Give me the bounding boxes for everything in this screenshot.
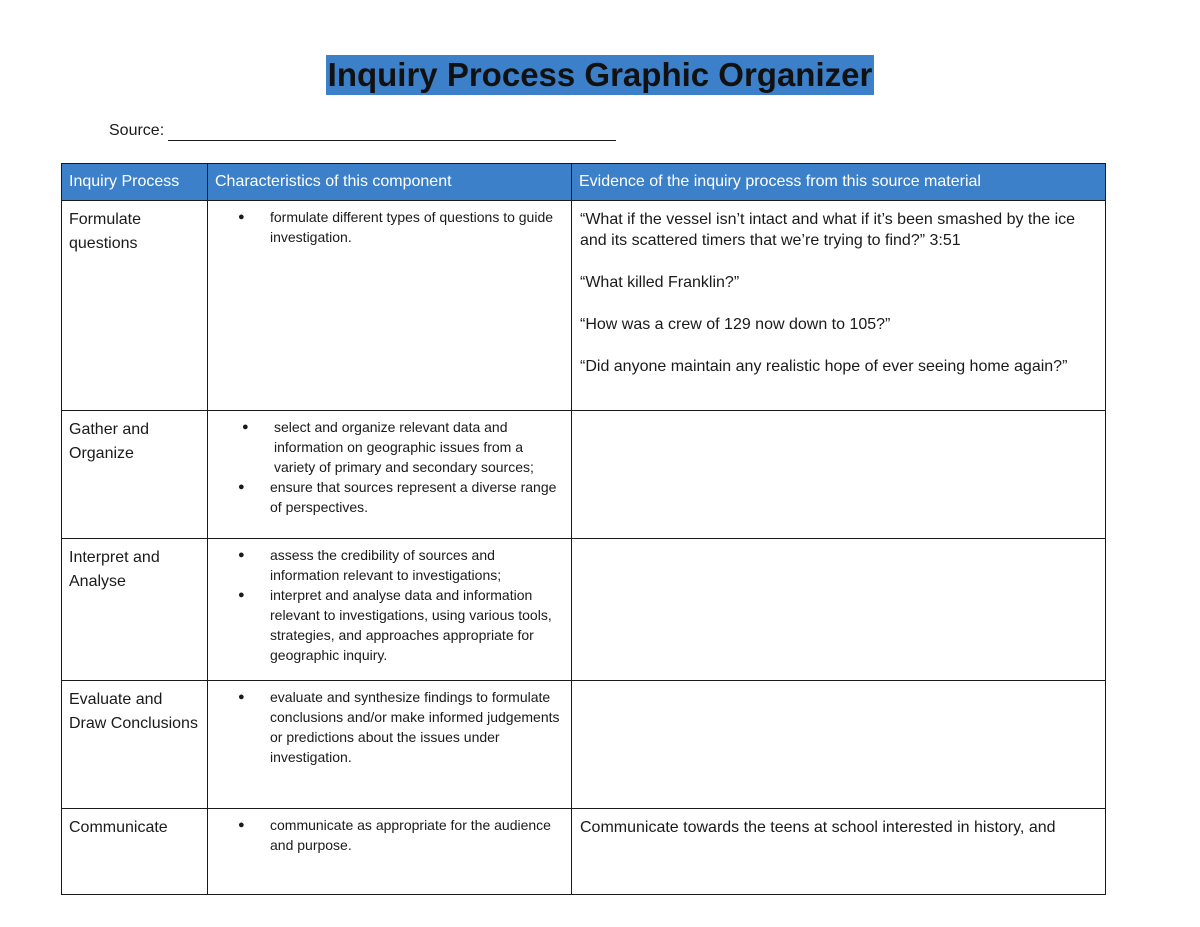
characteristic-text: interpret and analyse data and information relevant to investigations, using various tools, strategies, and approaches appropriate for geographic inquiry. bbox=[270, 587, 552, 663]
list-item bbox=[238, 207, 563, 247]
characteristic-text: select and organize relevant data and information on geographic issues from a variety of primary and secondary sources; bbox=[274, 419, 534, 475]
page-title: Inquiry Process Graphic Organizer bbox=[327, 56, 873, 93]
inquiry-table bbox=[61, 163, 1106, 895]
characteristics-cell bbox=[208, 539, 572, 681]
characteristics-cell bbox=[208, 411, 572, 539]
characteristics-cell bbox=[208, 809, 572, 895]
process-name: Interpret and Analyse bbox=[62, 539, 208, 681]
header-evidence: Evidence of the inquiry process from this source material bbox=[572, 164, 1106, 201]
evidence-text: Communicate towards the teens at school interested in history, and bbox=[580, 819, 1056, 836]
bullet-icon: ● bbox=[238, 691, 245, 703]
source-label: Source: bbox=[109, 122, 165, 139]
source-blank-line[interactable] bbox=[168, 126, 616, 141]
header-characteristics: Characteristics of this component bbox=[208, 164, 572, 201]
bullet-icon: ● bbox=[242, 421, 249, 433]
table-row bbox=[62, 681, 1106, 809]
title-container bbox=[0, 55, 1200, 95]
characteristics-cell bbox=[208, 201, 572, 411]
evidence-text: “Did anyone maintain any realistic hope of ever seeing home again?” bbox=[580, 358, 1068, 375]
process-name: Gather and Organize bbox=[62, 411, 208, 539]
table-row bbox=[62, 809, 1106, 895]
list-item bbox=[238, 545, 563, 585]
bullet-icon: ● bbox=[238, 211, 245, 223]
table-header-row bbox=[62, 164, 1106, 201]
evidence-text: “How was a crew of 129 now down to 105?” bbox=[580, 316, 891, 333]
characteristic-text: formulate different types of questions to guide investigation. bbox=[270, 209, 554, 245]
characteristics-list bbox=[238, 687, 563, 767]
list-item bbox=[238, 585, 563, 665]
source-field bbox=[109, 121, 616, 141]
evidence-cell[interactable] bbox=[572, 539, 1106, 681]
evidence-cell[interactable] bbox=[572, 411, 1106, 539]
table-row bbox=[62, 201, 1106, 411]
characteristics-list bbox=[238, 545, 563, 665]
characteristic-text: ensure that sources represent a diverse range of perspectives. bbox=[270, 479, 557, 515]
header-inquiry-process: Inquiry Process bbox=[62, 164, 208, 201]
list-item bbox=[242, 417, 563, 477]
list-item bbox=[238, 477, 563, 517]
evidence-cell[interactable] bbox=[572, 809, 1106, 895]
bullet-icon: ● bbox=[238, 549, 245, 561]
evidence-text: “What if the vessel isn’t intact and what if it’s been smashed by the ice and its scattered timers that we’re trying to find?” 3:51 bbox=[580, 211, 1076, 249]
process-name: Communicate bbox=[62, 809, 208, 895]
list-item bbox=[238, 815, 563, 855]
evidence-cell[interactable] bbox=[572, 681, 1106, 809]
characteristic-text: evaluate and synthesize findings to formulate conclusions and/or make informed judgements or predictions about the issues under investigation. bbox=[270, 689, 560, 765]
table-row bbox=[62, 411, 1106, 539]
characteristic-text: assess the credibility of sources and information relevant to investigations; bbox=[270, 547, 502, 583]
process-name: Evaluate and Draw Conclusions bbox=[62, 681, 208, 809]
characteristics-list bbox=[238, 417, 563, 517]
bullet-icon: ● bbox=[238, 819, 245, 831]
bullet-icon: ● bbox=[238, 481, 245, 493]
list-item bbox=[238, 687, 563, 767]
table-row bbox=[62, 539, 1106, 681]
characteristic-text: communicate as appropriate for the audience and purpose. bbox=[270, 817, 551, 853]
process-name: Formulate questions bbox=[62, 201, 208, 411]
characteristics-cell bbox=[208, 681, 572, 809]
characteristics-list bbox=[238, 815, 563, 855]
evidence-text: “What killed Franklin?” bbox=[580, 274, 740, 291]
characteristics-list bbox=[238, 207, 563, 247]
bullet-icon: ● bbox=[238, 589, 245, 601]
evidence-cell[interactable] bbox=[572, 201, 1106, 411]
